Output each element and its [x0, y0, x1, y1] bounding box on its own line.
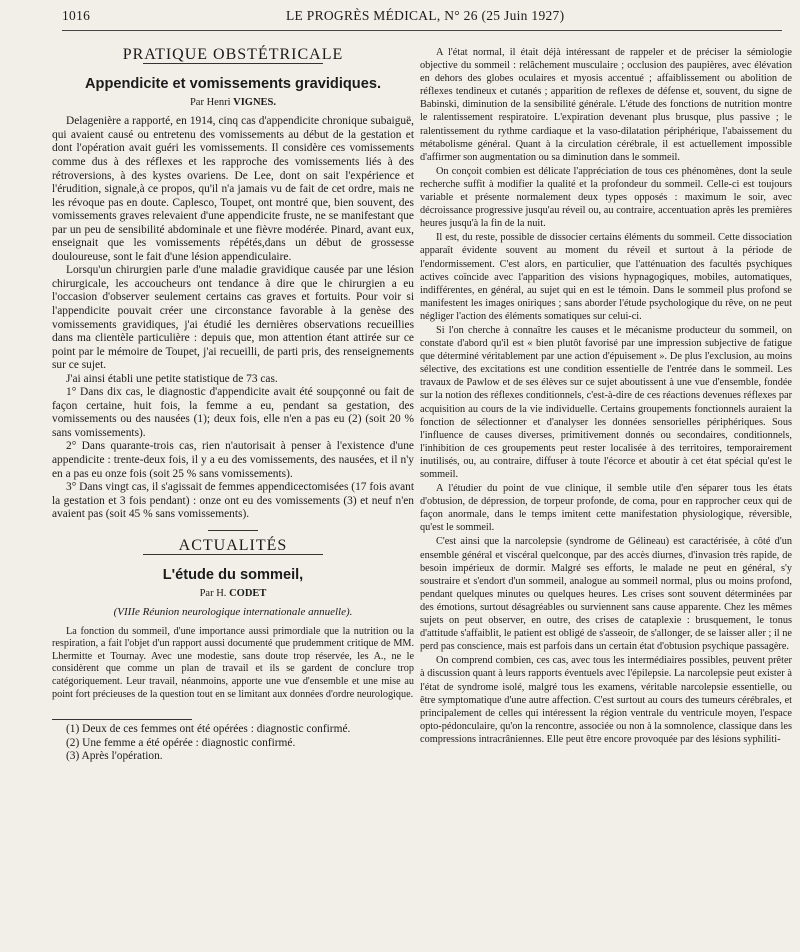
journal-title: LE PROGRÈS MÉDICAL, N° 26 (25 Juin 1927)	[286, 8, 565, 23]
footnote-rule	[52, 719, 192, 720]
article-byline	[52, 96, 414, 109]
paragraph: J'ai ainsi établi une petite statistique de 73 cas.	[66, 372, 278, 385]
paragraph: Si l'on cherche à connaître les causes et le mécanisme producteur du sommeil, on constate d'abord qu'il est « bien plutôt favorisé par une impression subjective de fatigue que déterminé véritablement par une action d'épuisement ». De plus l'exclusion, au moins sélective, des excitations est une condition essentielle de l'entrée dans le sommeil. Les travaux de Pawlow et de ses élèves sur ce sujet aboutissent à une vue d'ensemble, fondée sur la notion des réflexes conditionnels, c'est-à-dire de ces réactions devenues réflexes par acquisition au cours de la vie individuelle. Certains groupements fonctionnels auraient la fonction de sélectionner et d'analyser les données sensorielles périphériques. Sous l'influence de causes diverses, primitivement donnés ou secondaires, conditionnels, l'inhibition de ces groupements peut rester localisée à des territoires, temporairement inutilisés, ou, au contraire, diffuser à toute l'écorce et aboutir à cet état spécial qu'est le sommeil.	[420, 324, 792, 480]
paragraph: La fonction du sommeil, d'une importance aussi primordiale que la nutrition ou la respiration, a fait l'objet d'un rapport aussi documenté que prudemment critique de MM. Lhermitte et Tournay. Avec une modestie, sans doute trop réservée, les A., ne le considèrent que comme un plan de travail et ils se gardent de conclure trop catégoriquement. Leur travail, néanmoins, apporte une vue d'ensemble et une mise au point fort précieuses de la question tout en se limitant aux données d'ordre neurologique.	[52, 625, 414, 700]
footnote: (2) Une femme a été opérée : diagnostic confirmé.	[66, 736, 296, 749]
section-rule	[143, 63, 323, 64]
paragraph: 2° Dans quarante-trois cas, rien n'autorisait à penser à l'existence d'une appendicite : trente-deux fois, il y a eu des vomissements, des nausées, et il n'y en a pas eu onze fois (soit 25 % sans vomissements).	[52, 440, 414, 480]
footnote: (3) Après l'opération.	[66, 750, 163, 763]
header-rule	[62, 30, 782, 31]
paragraph: 3° Dans vingt cas, il s'agissait de femmes appendicectomisées (17 fois avant la gestation et 3 fois pendant) : onze ont eu des vomissements (3) et neuf n'en avaient pas (soit 45 % sans vomissements).	[52, 481, 414, 521]
section-heading-obstetrique: PRATIQUE OBSTÉTRICALE	[122, 46, 344, 63]
section-rule	[143, 554, 323, 555]
right-column	[420, 46, 792, 747]
paragraph: Il est, du reste, possible de dissocier certains éléments du sommeil. Cette dissociation apparaît évidente souvent au moment du réveil et surtout à la période de l'endormissement. C'est alors, en particulier, que l'atténuation des facultés psychiques actives coïncide avec l'apparition des visions hypnagogiques, mobiles, automatiques, indifférentes, en général, au sujet qui en est le témoin. Dans le sommeil plus profond se manifestent les images oniriques ; sans aborder l'étude psychologique du rêve, on ne peut négliger l'action des éléments somatiques sur celui-ci.	[420, 232, 792, 322]
author-name: VIGNES.	[233, 96, 277, 108]
page-header	[62, 8, 782, 30]
page-number: 1016	[62, 8, 91, 23]
left-column	[52, 44, 414, 764]
paragraph: A l'état normal, il était déjà intéressant de rappeler et de préciser la sémiologie objective du sommeil : relâchement musculaire ; occlusion des paupières, avec élévation en dehors des globes oculaires et myosis accentué ; affaiblissement ou abolition de réflexes tendineux et cutanés ; apparition de reflexes de défense et, souvent, du signe de Babinski, diminution de la sensibilité générale. L'étude des fonctions de nutrition montre le ralentissement respiratoire. L'expiration devenant plus brusque, plus passive ; le ralentissement du rythme cardiaque et la vaso-dilatation périphérique, l'abaissement du métabolisme général. Quant à la circulation cérébrale, il est actuellement impossible d'affirmer son augmentation ou sa diminution dans le sommeil.	[420, 47, 792, 163]
paragraph: 1° Dans dix cas, le diagnostic d'appendicite avait été soupçonné ou fait de façon certaine, huit fois, la femme a eu, pendant sa gestation, des vomissements ou des nausées (1); deux fois, elle n'en a pas eu (2) (soit 20 % sans vomissements).	[52, 386, 414, 439]
paragraph: On comprend combien, ces cas, avec tous les intermédiaires possibles, peuvent prêter à discussion quant à leurs rapports éventuels avec l'épilepsie. La narcolepsie peut exister à l'état de syndrome isolé, malgré tous les examens, véritable narcolepsie essentielle, ou être symptomatique d'une autre affection. C'est surtout au cours des tumeurs cérébrales, et principalement de celles qui intéressent la région ventrale du ventricule moyen, l'espace opto-pédonculaire, qu'on la rencontre, associée ou non à la somnolence, classique dans les compressions intracrâniennes. Elle peut être encore provoquée par des lésions syphiliti-	[420, 655, 792, 745]
article-byline	[52, 587, 414, 600]
footnote: (1) Deux de ces femmes ont été opérées : diagnostic confirmé.	[66, 723, 351, 736]
paragraph: A l'étudier du point de vue clinique, il semble utile d'en séparer tous les états d'obtusion, de dépression, de torpeur profonde, de coma, pour en rapprocher ceux qui de façon anormale, dans le temps imitent cette manifestation physiologique, réversible, qu'est le sommeil.	[420, 483, 792, 534]
author-name: CODET	[229, 587, 267, 599]
article-subtitle: (VIIIe Réunion neurologique internationale annuelle).	[113, 606, 353, 619]
paragraph: On conçoit combien est délicate l'appréciation de tous ces phénomènes, dont la seule recherche suffit à modifier la qualité et la profondeur du sommeil. Celle-ci est toujours variable et présente normalement deux types opposés : maximum le soir, avec décroissance progressive jusqu'au réveil ou, au contraire, accentuation après les premières heures jusqu'à la fin de la nuit.	[420, 165, 792, 230]
paragraph: Delagenière a rapporté, en 1914, cinq cas d'appendicite chronique subaiguë, qui avaient causé ou entretenu des vomissements au début de la gestation et dont l'opération avait guéri les vomissements. Il considère ces vomissements comme dus à des réflexes et les rapproche des vomissements liés à des rétroversions, à des kystes ovariens. De Lee, dont on sait l'expérience et l'érudition, signale,à ce propos, qu'il n'a jamais vu de fait de cet ordre, mais ne les révoque pas en doute. Caplesco, Toupet, ont montré que, bien souvent, des vomissements graves relevaient d'une appendicite fruste, ne se manifestant que par un peu de sensibilité abdominale et une fièvre modérée. Pinard, avant eux, enseignait que les vomissements répétés,dans un début de grossesse douloureuse, sont le fait d'une lésion appendiculaire.	[52, 115, 414, 263]
section-heading-actualites: ACTUALITÉS	[178, 536, 288, 554]
paragraph: C'est ainsi que la narcolepsie (syndrome de Gélineau) est caractérisée, à côté d'un ensemble général et viscéral quelconque, par des accès diurnes, d'invasion très rapide, de besoin impérieux de dormir. Malgré ses efforts, le malade ne peut en général, s'y soustraire et s'endort d'un sommeil, analogue au sommeil normal, plus ou moins profond, pendant quelques minutes ou quelques heures. Les crises sont souvent déterminées par des émotions, surtout désagréables ou surviennent sans cause apparente. Chez les mêmes sujets on peut observer, en outre, des crises de cataplexie : brusquement, le tonus d'attitude s'affaiblit, le patient est obligé de s'asseoir, de s'allonger, de se laisser aller ; il ne perd pas conscience, mais est parfois dans un certain état d'obtusion psychique passagère.	[420, 536, 792, 653]
article-title-sommeil: L'étude du sommeil,	[162, 567, 304, 584]
byline-prefix: Par H.	[199, 587, 227, 599]
paragraph: Lorsqu'un chirurgien parle d'une maladie gravidique causée par une lésion chirurgicale, les accoucheurs ont tendance à dire que le chirurgien a eu l'occasion d'observer seulement certains cas graves et fortuits. Pour voir si l'appendicite pouvait créer une circonstance favorable à la genèse des vomissements gravidiques, j'ai étudié les dernières observations recueillies dans ma clientèle particulière : depuis que, mon attention étant attirée sur ce point par le mémoire de Toupet, j'ai recueilli, de parti pris, des renseignements sur ce sujet.	[52, 264, 414, 372]
article-title-appendicite: Appendicite et vomissements gravidiques.	[84, 76, 381, 93]
byline-prefix: Par Henri	[189, 96, 231, 108]
article-separator	[208, 530, 258, 531]
